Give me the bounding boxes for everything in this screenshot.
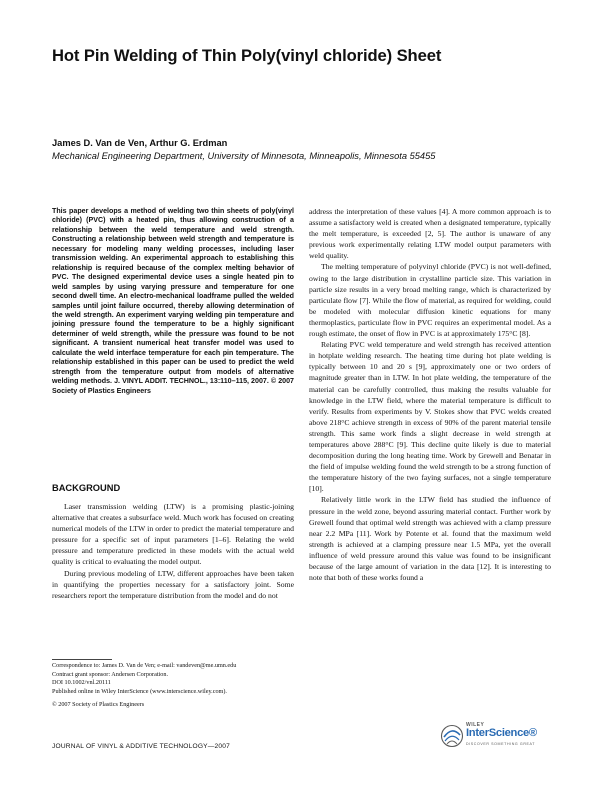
body-paragraph: During previous modeling of LTW, different approaches have been taken in quantifying the properties necessary for a satisfactory joint. Some researchers report the temperature distribution from the model and do not <box>52 568 294 600</box>
footnote-published: Published online in Wiley InterScience (www.interscience.wiley.com). <box>52 687 227 695</box>
footnote-copyright: © 2007 Society of Plastics Engineers <box>52 701 145 709</box>
footnote-doi: DOI 10.1002/vnl.20111 <box>52 679 111 687</box>
body-paragraph: Laser transmission welding (LTW) is a promising plastic-joining alternative that creates a subsurface weld. Much work has focused on creating numerical models of the LTW in order to predict the material temperature and pressure for a specific set of input parameters [1–6]. Relating the weld pressure and temperature predicted in these models with the actual weld quality is critical to evaluating the model output. <box>52 502 294 567</box>
author-list: James D. Van de Ven, Arthur G. Erdman <box>52 138 228 148</box>
footnotes <box>52 662 294 710</box>
body-paragraph: The melting temperature of polyvinyl chloride (PVC) is not well-defined, owing to the large distribution in crystalline particle size. This variation in particle size results in a very broad melting range, which is characterized by particulate flow [7]. While the flow of material, as required for welding, could be modeled with molecular diffusion kinetic equations for many thermoplastics, particulate flow in PVC requires an experimental model. As a rough estimate, the onset of flow in PVC is at approximately 175°C [8]. <box>309 262 551 339</box>
body-paragraph: address the interpretation of these values [4]. A more common approach is to assume a satisfactory weld is created when a designated temperature, typically the melt temperature, is exceeded [2, 5]. The author is unaware of any previous work experimentally relating LTW model output parameters with weld quality. <box>309 207 551 261</box>
footnote-correspondence: Correspondence to: James D. Van de Ven; e-mail: vandeven@me.umn.edu <box>52 662 237 669</box>
body-paragraph: Relatively little work in the LTW field has studied the influence of pressure in the weld zone, beyond assuring material contact. Further work by Grewell found that optimal weld strength was achieved with a clamp pressure near 2.2 MPa [11]. Work by Potente et al. found that the maximum weld strength is achieved at a clamping pressure near 1.5 MPa, yet the overall influence of weld pressure around this value was found to be insignificant because of the large amount of variation in the data [12]. It is interesting to note that both of these works found a <box>309 495 551 583</box>
journal-footer: JOURNAL OF VINYL & ADDITIVE TECHNOLOGY—2007 <box>52 743 231 750</box>
paper-title: Hot Pin Welding of Thin Poly(vinyl chloride) Sheet <box>52 46 442 65</box>
logo-wiley-text: WILEY <box>466 722 485 728</box>
logo-swirl-icon <box>440 722 464 750</box>
logo-interscience-text: InterScience® <box>466 727 537 739</box>
right-column-body <box>309 206 551 583</box>
footnote-sponsor: Contract grant sponsor: Andersen Corporation. <box>52 670 168 678</box>
body-paragraph: Relating PVC weld temperature and weld strength has received attention in hotplate welding research. The heating time during hot plate welding is typically between 10 and 20 s [9], approximately one or two orders of magnitude greater than in LTW. In hot plate welding, the temperature of the material can be carefully controlled, thus making the results valuable for knowledge in the LTW field, where the material temperature is difficult to verify. Results from experiments by V. Stokes show that PVC welds created above 218°C achieve strength in excess of 90% of the parent material tensile strength. This same work finds a slight decrease in weld strength at temperatures above 288°C [9]. This decline quite likely is due to material decomposition during the long heating time. Work by Grewell and Benatar in the field of impulse welding found the weld strength to be a strong function of the temperature history of the two faying surfaces, not a single temperature [10]. <box>309 340 551 494</box>
logo-tagline: DISCOVER SOMETHING GREAT <box>466 742 536 746</box>
author-affiliation: Mechanical Engineering Department, University of Minnesota, Minneapolis, Minnesota 55455 <box>52 151 436 161</box>
footnote-rule <box>52 659 112 660</box>
section-heading-background: BACKGROUND <box>52 483 121 493</box>
abstract: This paper develops a method of welding two thin sheets of poly(vinyl chloride) (PVC) with a heated pin, thus allowing construction of a relationship between the weld temperature and weld strength. Constructing a relationship between weld strength and temperature is necessary for modeling many welding processes, including laser transmission welding. An experimental approach to establishing this relationship is required because of the complex melting behavior of PVC. The designed experimental device uses a single heated pin to weld samples by using varying pressure and temperature for one second dwell time. An electro-mechanical loadframe pulled the welded samples until joint failure occurred, thereby allowing determination of the weld strength. An experiment varying welding pin temperature and joining pressure found the temperature to be a highly significant determiner of weld strength, while the pressure was found to be not significant. A transient numerical heat transfer model was used to calculate the weld interface temperature for each pin temperature. The relationship established in this paper can be used to predict the weld strength from the temperature output from models of alternative welding methods. J. VINYL ADDIT. TECHNOL., 13:110–115, 2007. © 2007 Society of Plastics Engineers <box>52 207 294 395</box>
wiley-interscience-logo <box>440 722 552 752</box>
left-column-body <box>52 501 294 601</box>
